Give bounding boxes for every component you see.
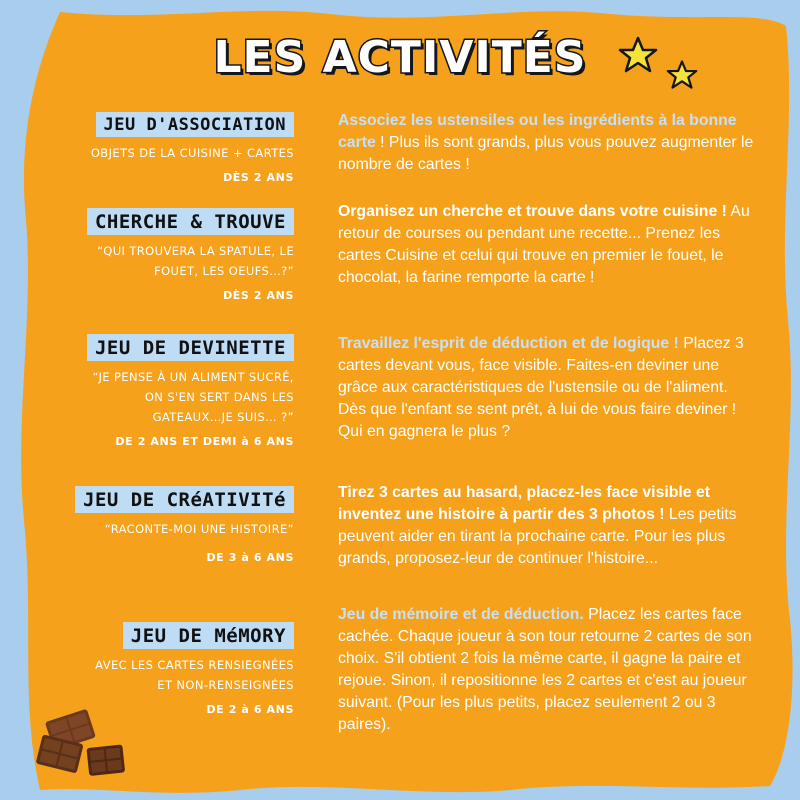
activity-age: DE 2 ANS ET DEMI à 6 ANS bbox=[115, 435, 294, 448]
description-highlight: Jeu de mémoire et de déduction. bbox=[338, 606, 584, 623]
chocolate-icon bbox=[32, 706, 132, 784]
activity-cherche-trouve bbox=[87, 208, 294, 302]
activity-description bbox=[338, 333, 758, 443]
description-highlight: Travaillez l'esprit de déduction et de logique ! bbox=[338, 335, 679, 352]
activity-description bbox=[338, 604, 758, 736]
activity-description bbox=[338, 201, 758, 289]
activity-subtitle: “QUI TROUVERA LA SPATULE, LE FOUET, LES OEUFS…?” bbox=[97, 244, 294, 278]
activity-description bbox=[338, 482, 758, 570]
activity-subtitle: “JE PENSE À UN ALIMENT SUCRÉ, ON S'EN SERT DANS LES GATEAUX…JE SUIS… ?” bbox=[92, 370, 294, 424]
activity-age: DÈS 2 ANS bbox=[223, 289, 294, 302]
activity-subtitle: OBJETS DE LA CUISINE + CARTES bbox=[90, 146, 294, 160]
activity-title: JEU D'ASSOCIATION bbox=[96, 112, 295, 137]
activity-subtitle: “RACONTE-MOI UNE HISTOIRE” bbox=[104, 522, 294, 536]
description-body: Placez les cartes face cachée. Chaque joueur à son tour retourne 2 cartes de son choix. S'il obtient 2 fois la même carte, il gagne la paire et rejoue. Sinon, il repositionne les 2 cartes et c'est au joueur suivant. (Pour les plus petits, placez seulement 2 ou 3 paires). bbox=[338, 606, 752, 733]
activity-title: JEU DE MéMORY bbox=[123, 622, 294, 649]
description-body: Les petits peuvent aider en tirant la prochaine carte. Pour les plus grands, proposez-leur de continuer l'histoire... bbox=[338, 506, 737, 567]
activity-age: DE 2 à 6 ANS bbox=[206, 703, 294, 716]
star-icon bbox=[618, 36, 658, 74]
page-title: LES ACTIVITÉS bbox=[213, 32, 587, 83]
activity-devinette bbox=[87, 334, 294, 448]
activity-title: CHERCHE & TROUVE bbox=[87, 208, 294, 235]
activity-title: JEU DE DEVINETTE bbox=[87, 334, 294, 361]
activity-age: DE 3 à 6 ANS bbox=[206, 551, 294, 564]
description-body: Au retour de courses ou pendant une recette... Prenez les cartes Cuisine et celui qui trouve en premier le fouet, le chocolat, la farine remporte la carte ! bbox=[338, 203, 750, 286]
activity-memory bbox=[95, 622, 294, 716]
description-highlight: Tirez 3 cartes au hasard, placez-les face visible et inventez une histoire à partir des 3 photos ! bbox=[338, 484, 711, 523]
description-body: Placez 3 cartes devant vous, face visible. Faites-en deviner une grâce aux caractéristiques de l'ustensile ou de l'aliment. Dès que l'enfant se sent prêt, à lui de vous faire deviner ! Qui en gagnera le plus ? bbox=[338, 335, 744, 440]
activity-creativite bbox=[75, 486, 294, 564]
star-icon bbox=[666, 60, 698, 90]
description-body: ! Plus ils sont grands, plus vous pouvez augmenter le nombre de cartes ! bbox=[338, 134, 754, 173]
description-highlight: Organisez un cherche et trouve dans votre cuisine ! bbox=[338, 203, 727, 220]
activity-title: JEU DE CRéATIVITé bbox=[75, 486, 294, 513]
activity-age: DÈS 2 ANS bbox=[223, 171, 294, 184]
activity-association bbox=[91, 112, 294, 184]
activity-description bbox=[338, 110, 758, 176]
activity-subtitle: AVEC LES CARTES RENSIEGNÉES ET NON-RENSEIGNÉES bbox=[95, 658, 294, 692]
description-highlight: Associez les ustensiles ou les ingrédients à la bonne carte bbox=[338, 112, 737, 151]
